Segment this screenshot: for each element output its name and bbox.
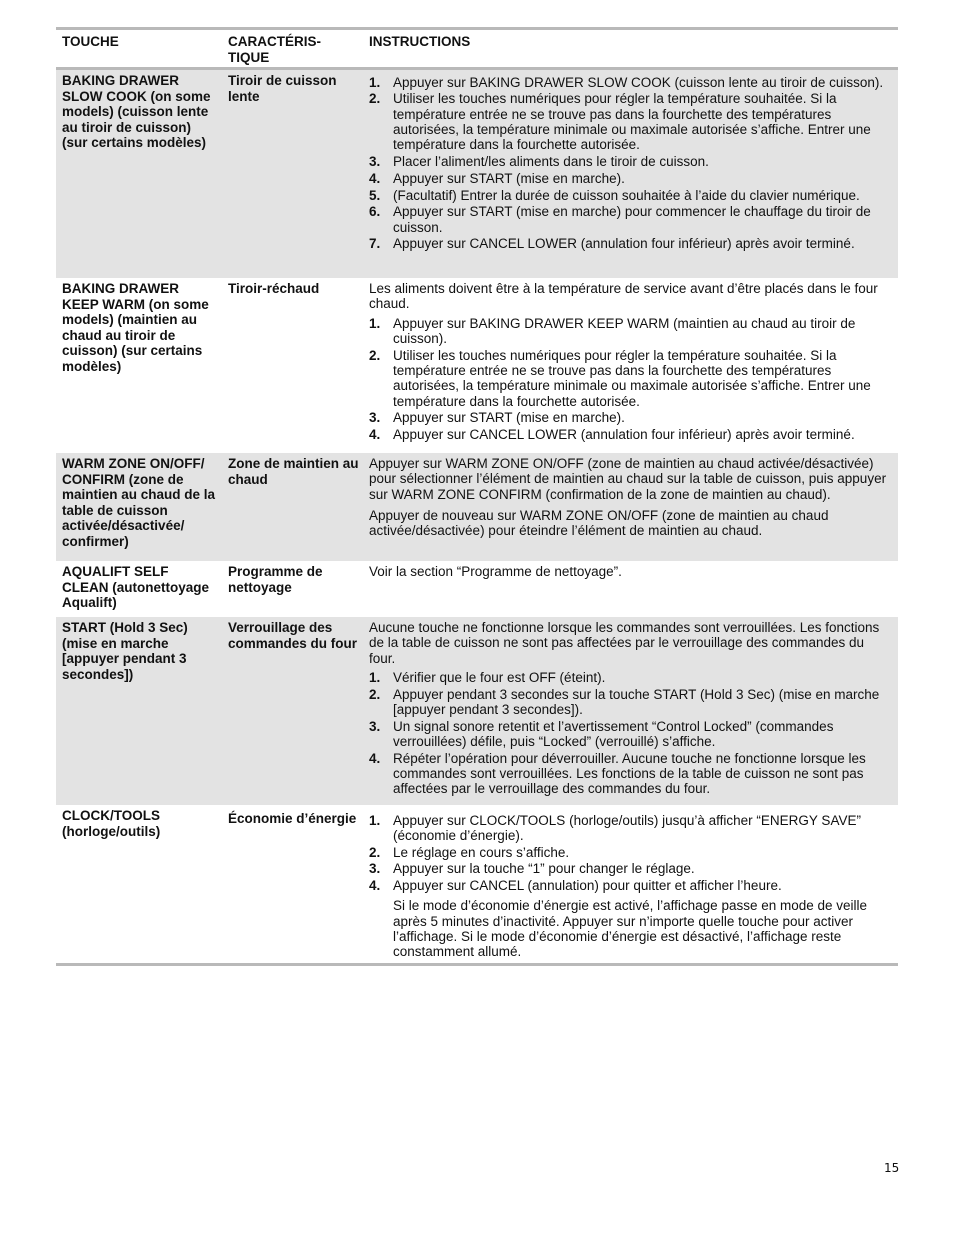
header-touche: TOUCHE: [62, 34, 119, 49]
feature-name: Tiroir-réchaud: [228, 281, 320, 296]
intro-text: Les aliments doivent être à la température de service avant d’être placés dans le four chaud.: [369, 281, 878, 312]
step: 3. Un signal sonore retentit et l’avertissement “Control Locked” (commandes verrouillées) défile, puis “Locked” (verrouillé) s’affiche.: [369, 718, 834, 750]
paragraph: Appuyer de nouveau sur WARM ZONE ON/OFF (zone de maintien au chaud activée/désactivée) pour éteindre l’élément de maintien au chaud.: [369, 507, 829, 539]
step: 3. Appuyer sur la touche “1” pour changer le réglage.: [369, 861, 695, 877]
steps-list: [369, 316, 892, 443]
table-row: [56, 453, 898, 561]
step: 7. Appuyer sur CANCEL LOWER (annulation four inférieur) après avoir terminé.: [369, 236, 855, 252]
step: 6. Appuyer sur START (mise en marche) pour commencer le chauffage du tiroir de cuisson.: [369, 204, 871, 235]
table-row: [56, 70, 898, 278]
step: 2. Appuyer pendant 3 secondes sur la touche START (Hold 3 Sec) (mise en marche [appuyer pendant 3 secondes]).: [369, 686, 880, 717]
feature-name: Verrouillage des commandes du four: [228, 620, 358, 651]
steps-list: [369, 670, 892, 797]
paragraph: Appuyer sur WARM ZONE ON/OFF (zone de maintien au chaud activée/désactivée) pour sélectionner l’élément de maintien au chaud sur la table de cuisson, puis appuyer sur WARM ZONE CONFIRM (confirmation de la zone de maintien au chaud).: [369, 456, 887, 502]
step: 2. Utiliser les touches numériques pour régler la température souhaitée. Si la température entrée ne se trouve pas dans la fourchette des températures autorisées, la température minimale ou maximale autorisée s’affiche. Entrer une température dans la fourchette autorisée.: [369, 91, 871, 153]
step: 2. Le réglage en cours s’affiche.: [369, 844, 570, 860]
steps-list: [369, 75, 892, 252]
key-name: CLOCK/TOOLS (horloge/outils): [62, 808, 161, 839]
feature-name: Tiroir de cuisson lente: [228, 73, 337, 104]
controls-table: [56, 27, 898, 966]
feature-name: Programme de nettoyage: [228, 564, 323, 595]
step: 4. Appuyer sur CANCEL LOWER (annulation four inférieur) après avoir terminé.: [369, 427, 855, 443]
step: 3. Appuyer sur START (mise en marche).: [369, 410, 625, 426]
key-name: WARM ZONE ON/OFF/ CONFIRM (zone de maintien au chaud de la table de cuisson activée/désactivée/ confirmer): [62, 456, 216, 549]
table-row: [56, 805, 898, 963]
step: 1. Vérifier que le four est OFF (éteint).: [369, 669, 606, 685]
key-name: START (Hold 3 Sec) (mise en marche [appuyer pendant 3 secondes]): [62, 620, 188, 682]
header-caracteristique-line2: TIQUE: [228, 50, 270, 65]
table-row: [56, 278, 898, 453]
paragraph: Voir la section “Programme de nettoyage”.: [369, 564, 622, 579]
table-row: [56, 617, 898, 805]
step: 5. (Facultatif) Entrer la durée de cuisson souhaitée à l’aide du clavier numérique.: [369, 187, 860, 203]
step: 4. Répéter l’opération pour déverrouiller. Aucune touche ne fonctionne lorsque les commandes sont verrouillées. Les fonctions de la table de cuisson ne sont pas affectées par le verrouillage des commandes du four.: [369, 750, 866, 797]
feature-name: Économie d’énergie: [228, 811, 357, 826]
steps-list: [369, 813, 892, 894]
page-number: 15: [884, 1161, 900, 1175]
instructions: [363, 278, 898, 453]
instructions: [363, 561, 898, 617]
table-row: [56, 561, 898, 617]
feature-name: Zone de maintien au chaud: [228, 456, 359, 487]
instructions: [363, 617, 898, 805]
table-header: [56, 30, 898, 70]
step: 1. Appuyer sur BAKING DRAWER KEEP WARM (maintien au chaud au tiroir de cuisson).: [369, 315, 856, 346]
step: 4. Appuyer sur CANCEL (annulation) pour quitter et afficher l’heure.: [369, 878, 782, 894]
header-instructions: INSTRUCTIONS: [369, 34, 471, 49]
instructions: [363, 805, 898, 963]
step: 2. Utiliser les touches numériques pour régler la température souhaitée. Si la température entrée ne se trouve pas dans la fourchette des températures autorisées, la température minimale ou maximale autorisée s’affiche. Entrer une température dans la fourchette autorisée.: [369, 347, 871, 409]
instructions: [363, 453, 898, 561]
key-name: BAKING DRAWER KEEP WARM (on some models) (maintien au chaud au tiroir de cuisson) (sur certains modèles): [62, 281, 209, 374]
key-name: AQUALIFT SELF CLEAN (autonettoyage Aqualift): [62, 564, 210, 610]
note-text: Si le mode d’économie d’énergie est activé, l’affichage passe en mode de veille après 5 minutes d’inactivité. Appuyer sur n’importe quelle touche pour activer l’affichage. Si le mode d’économie d’énergie est désactivé, l’affichage reste constamment allumé.: [393, 898, 868, 960]
step: 3. Placer l’aliment/les aliments dans le tiroir de cuisson.: [369, 153, 709, 169]
intro-text: Aucune touche ne fonctionne lorsque les commandes sont verrouillées. Les fonctions de la table de cuisson ne sont pas affectées par le verrouillage des commandes du four.: [369, 620, 880, 666]
instructions: [363, 70, 898, 278]
step: 1. Appuyer sur CLOCK/TOOLS (horloge/outils) jusqu’à afficher “ENERGY SAVE” (économie d’énergie).: [369, 812, 861, 843]
key-name: BAKING DRAWER SLOW COOK (on some models) (cuisson lente au tiroir de cuisson) (sur certains modèles): [62, 73, 211, 150]
header-caracteristique-line1: CARACTÉRIS-: [228, 34, 321, 49]
step: 4. Appuyer sur START (mise en marche).: [369, 170, 625, 186]
step: 1. Appuyer sur BAKING DRAWER SLOW COOK (cuisson lente au tiroir de cuisson).: [369, 74, 884, 90]
header-caracteristique: [222, 30, 363, 67]
